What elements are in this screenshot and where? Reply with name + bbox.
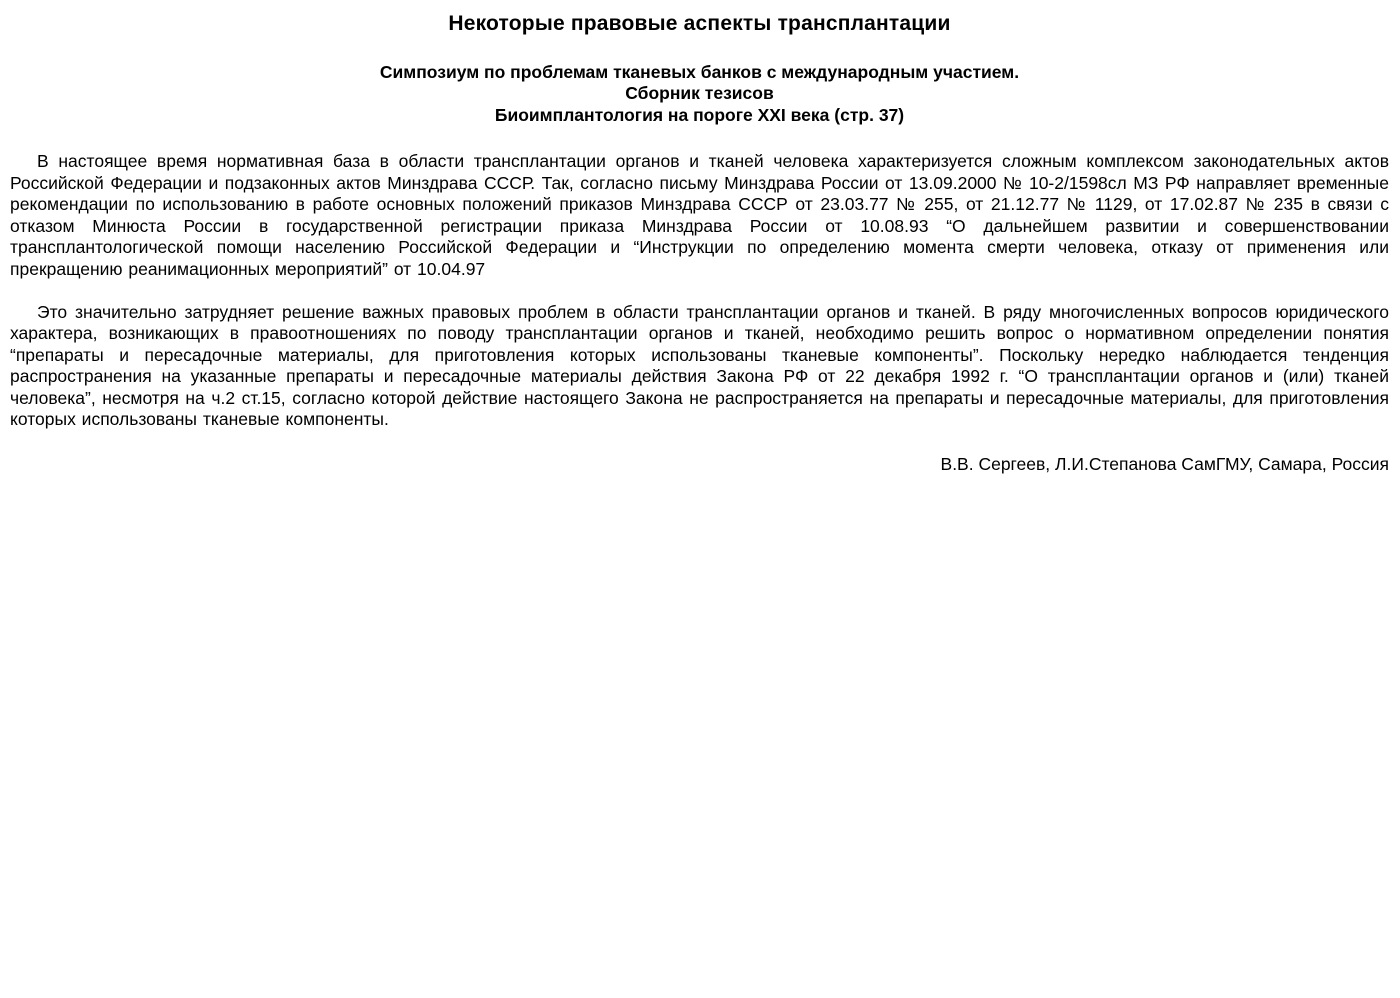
subtitle-line-collection: Сборник тезисов (625, 83, 774, 104)
page-title: Некоторые правовые аспекты трансплантации (448, 12, 951, 35)
subtitle-block (10, 62, 1389, 126)
author-line: В.В. Сергеев, Л.И.Степанова СамГМУ, Самара, Россия (940, 453, 1389, 474)
body-paragraph-2: Это значительно затрудняет решение важных правовых проблем в области трансплантации органов и тканей. В ряду многочисленных вопросов юридического характера, возникающих в правоотношениях по поводу трансплантации органов и тканей, необходимо решить вопрос о нормативном определении понятия “препараты и пересадочные материалы, для приготовления которых использованы тканевые компоненты”. Поскольку нередко наблюдается тенденция распространения на указанные препараты и пересадочные материалы действия Закона РФ от 22 декабря 1992 г. “О трансплантации органов и (или) тканей человека”, несмотря на ч.2 ст.15, согласно которой действие настоящего Закона не распространяется на препараты и пересадочные материалы, для приготовления которых использованы тканевые компоненты. (10, 301, 1389, 430)
subtitle-line-symposium: Симпозиум по проблемам тканевых банков с международным участием. (379, 62, 1020, 82)
subtitle-line-bioimplantology: Биоимплантология на пороге XXI века (стр. 37) (494, 104, 905, 125)
body-paragraph-1: В настоящее время нормативная база в области трансплантации органов и тканей человека характеризуется сложным комплексом законодательных актов Российской Федерации и подзаконных актов Минздрава СССР. Так, согласно письму Минздрава России от 13.09.2000 № 10-2/1598сл МЗ РФ направляет временные рекомендации по использованию в работе основных положений приказов Минздрава СССР от 23.03.77 № 255, от 21.12.77 № 1129, от 17.02.87 № 235 в связи с отказом Минюста России в государственной регистрации приказа Минздрава России от 10.08.93 “О дальнейшем развитии и совершенствовании трансплантологической помощи населению Российской Федерации и “Инструкции по определению момента смерти человека, отказу от применения или прекращению реанимационных мероприятий” от 10.04.97 (10, 151, 1389, 279)
